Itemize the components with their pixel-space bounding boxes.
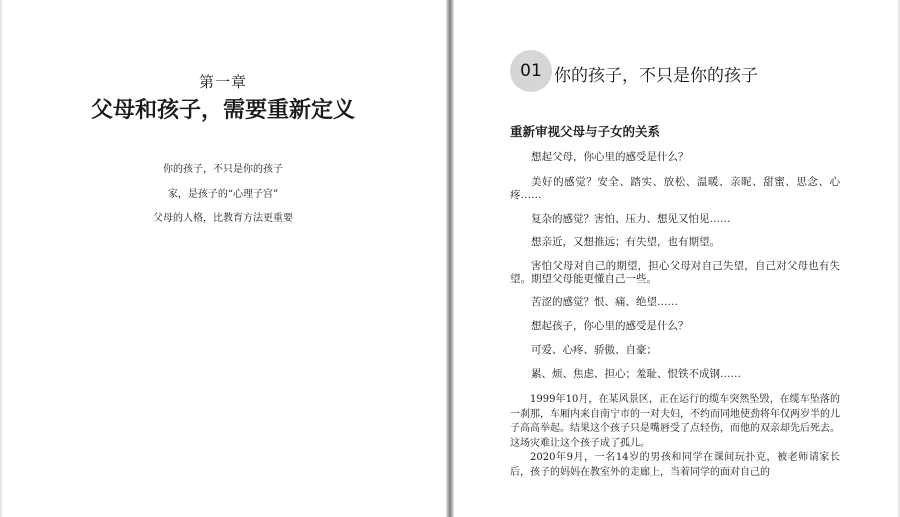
body-paragraph: 可爱、心疼、骄傲、自豪； (531, 344, 657, 356)
subheading: 重新审视父母与子女的关系 (510, 124, 661, 139)
toc-item: 家，是孩子的“心理子宫” (167, 188, 279, 200)
chapter-number: 第一章 (198, 73, 247, 91)
body-paragraph: 想亲近，又想推远；有失望，也有期望。 (531, 236, 720, 248)
body-paragraph: 复杂的感觉？害怕、压力、想见又怕见…… (531, 213, 731, 225)
body-paragraph: 苦涩的感觉？恨、痛、绝望…… (531, 296, 678, 308)
right-page (454, 0, 900, 517)
toc-item: 父母的人格，比教育方法更重要 (153, 213, 293, 224)
body-paragraph: 想起父母，你心里的感受是什么？ (531, 151, 689, 163)
section-number-badge: 01 (510, 50, 552, 92)
body-paragraph: 美好的感觉？安全、踏实、放松、温暖、亲昵、甜蜜、思念、心疼…… (510, 176, 840, 201)
body-paragraph: 1999年10月，在某风景区，正在运行的缆车突然坠毁，在缆车坠落的一刹那，车厢内来自南宁市的一对夫妇，不约而同地使劲将年仅两岁半的儿子高高举起。结果这个孩子只是嘴唇受了点轻伤，而他的双亲却先后死去。这场灾难让这个孩子成了孤儿。 (510, 394, 840, 449)
body-paragraph: 累、烦、焦虑、担心；羞耻、恨铁不成钢…… (531, 368, 741, 380)
body-paragraph: 害怕父母对自己的期望，担心父母对自己失望，自己对父母也有失望。期望父母能更懂自己一些。 (510, 260, 840, 285)
toc-item: 你的孩子，不只是你的孩子 (163, 164, 283, 175)
body-paragraph: 2020年9月，一名14岁的男孩和同学在课间玩扑克，被老师请家长后，孩子的妈妈在教室外的走廊上，当着同学的面对自己的 (510, 452, 840, 478)
chapter-contents-list (0, 160, 446, 234)
left-page (0, 0, 446, 517)
body-paragraph: 想起孩子，你心里的感受是什么？ (531, 320, 689, 332)
book-spine-gutter (446, 0, 454, 517)
section-title: 你的孩子，不只是你的孩子 (554, 66, 758, 86)
chapter-title: 父母和孩子，需要重新定义 (90, 98, 355, 123)
